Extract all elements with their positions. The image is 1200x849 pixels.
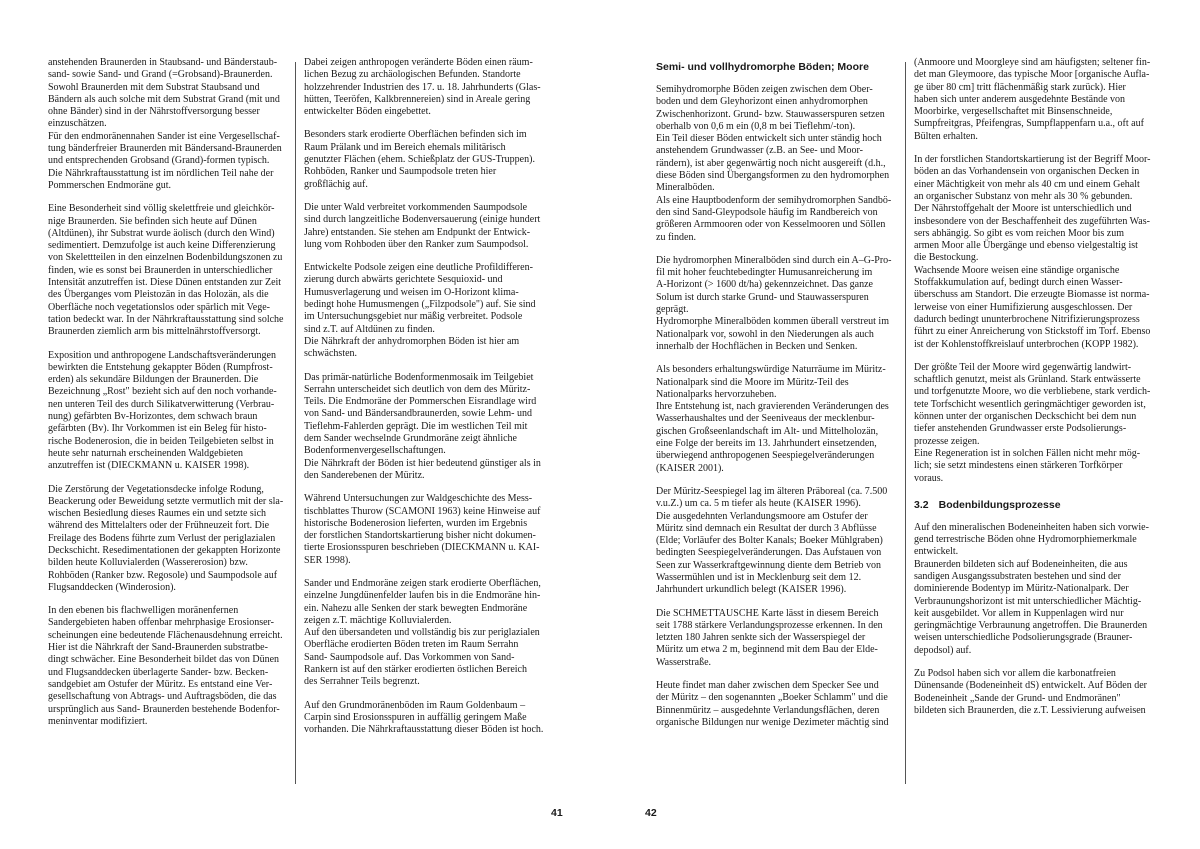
page41-column-2 [304,57,548,748]
column-divider [905,62,906,784]
paragraph: In der forstlichen Standortskartierung ist der Begriff Moor- böden an das Vorhandensein von organischen Decken in einer Mächtigkeit von mehr als 40 cm und einem Gehalt an organischer Substanz von mehr als 30 % gebunden. Der Nährstoffgehalt der Moore ist unterschiedlich und insbesondere von der Beschaffenheit des zugeführten Was- sers abhängig. So gibt es vom reichen Moor bis zum armen Moor alle Übergänge und ebenso vielgestaltig ist die Bestockung. Wachsende Moore weisen eine ständige organische Stoffakkumulation auf, bedingt durch einen Wasser- überschuss am Standort. Die erzeugte Biomasse ist norma- lerweise von einer Humifizierung ausgeschlossen. Der dadurch bedingt ununterbrochene Nitrifizierungsprozess führt zu einer Anreicherung von Stickstoff im Torf. Ebenso ist der Kohlenstoffkreislauf unterbrochen (KOPP 1982). [914,154,1151,350]
page42-column-2 [914,57,1158,728]
paragraph: Die hydromorphen Mineralböden sind durch ein A–G-Pro- fil mit hoher feuchtebedingter Humusanreicherung im A-Horizont (> 1600 dt/ha) gekennzeichnet. Das ganze Solum ist durch starke Grund- und Stauwasserspuren geprägt. Hydromorphe Mineralböden kommen überall verstreut im Nationalpark vor, sowohl in den Niederungen als auch innerhalb der Hochflächen in Becken und Senken. [656,254,892,352]
section-title: Bodenbildungsprozesse [938,498,1061,511]
paragraph: Das primär-natürliche Bodenformenmosaik im Teilgebiet Serrahn unterscheidet sich deutlich von dem des Müritz- Teils. Die Endmoräne der Pommerschen Eisrandlage wird von Sand- und Bändersandbraunerden, sowie Lehm- und Tieflehm-Fahlerden geprägt. Die im westlichen Teil mit dem Sander wechselnde Grundmoräne zeigt ähnliche Bodenformenvergesellschaftungen. Die Nährkraft der Böden ist hier bedeutend günstiger als in den Sanderebenen der Müritz. [304,371,541,481]
paragraph: Während Untersuchungen zur Waldgeschichte des Mess- tischblattes Thurow (SCAMONI 1963) keine Hinweise auf historische Bodenerosion lieferten, wurden im Ergebnis der forstlichen Standortskartierung bisher nicht dokumen- tierte Erosionsspuren beschrieben (DIECKMANN u. KAI- SER 1998). [304,493,541,566]
column-divider [295,62,296,784]
paragraph: Heute findet man daher zwischen dem Specker See und der Müritz – den sogenannten „Boeker Schlamm" und die Binnenmüritz – ausgedehnte Verlandungsflächen, deren organische Bildungen nur wenige Dezimeter mächtig sind [656,680,889,728]
subheading: Semi- und vollhydromorphe Böden; Moore [656,61,869,73]
paragraph: Die unter Wald verbreitet vorkommenden Saumpodsole sind durch langzeitliche Bodenversauerung (einige hundert Jahre) entstanden. Sie stehen am Endpunkt der Entwick- lung vom Rohboden über den Ranker zum Saumpodsol. [304,201,541,250]
paragraph: Auf den mineralischen Bodeneinheiten haben sich vorwie- gend terrestrische Böden ohne Hydromorphiemerkmale entwickelt. Braunerden bildeten sich auf Bodeneinheiten, die aus sandigen Ausgangssubstraten bestehen und sind der dominierende Bodentyp im Müritz-Nationalpark. Der Verbraunungshorizont ist mit unterschiedlicher Mächtig- keit ausgebildet. Vor allem in Kuppenlagen wird nur geringmächtige Verbraunung angetroffen. Die Braunerden weisen unterschiedliche Podsolierungsgrade (Brauner- depodsol) auf. [914,521,1149,656]
section-heading [914,499,1158,512]
paragraph: Entwickelte Podsole zeigen eine deutliche Profildifferen- zierung durch abwärts gerichtete Sesquioxid- und Humusverlagerung und weisen im O-Horizont klima- bedingt hohe Humusmengen („Filzpodsole") auf. Sie sind im Untersuchungsgebiet nur mäßig verbreitet. Podsole sind z.T. auf Altdünen zu finden. Die Nährkraft der anhydromorphen Böden ist hier am schwächsten. [304,262,536,360]
paragraph: anstehenden Braunerden in Staubsand- und Bänderstaub- sand- sowie Sand- und Grand (=Grobsand)-Braunerden. Sowohl Braunerden mit dem Substrat Staubsand und Bändern als auch solche mit dem Substrat Grand (mit und ohne Bänder) sind in der Nährstoffversorgung besser einzuschätzen. Für den endmoränennahen Sander ist eine Vergesellschaf- tung bänderfreier Braunerden mit Bändersand-Braunerden und entsprechenden Grobsand (Grand)-formen typisch. Die Nährkraftausstattung ist im nördlichen Teil nahe der Pommerschen Endmoräne gut. [48,57,282,191]
paragraph: Eine Besonderheit sind völlig skelettfreie und gleichkör- nige Braunerden. Sie befinden sich heute auf Dünen (Altdünen), ihr Substrat wurde äolisch (durch den Wind) sedimentiert. Demzufolge ist auch keine Differenzierung von Skelettteilen in den einzelnen Bodenbildungszonen zu finden, wie es sonst bei Braunerden in unterschiedlicher Intensität anzutreffen ist. Diese Dünen entstanden zur Zeit des Überganges vom Pleistozän in das Holozän, als die Oberfläche noch vegetationslos oder spärlich mit Vege- tation bedeckt war. In der Nährkraftausstattung sind solche Braunerden ziemlich arm bis mittelnährstoffversorgt. [48,203,284,338]
paragraph: Als besonders erhaltungswürdige Naturräume im Müritz- Nationalpark sind die Moore im Müritz-Teil des Nationalparks hervorzuheben. Ihre Entstehung ist, nach gravierenden Veränderungen des Wasserhaushaltes und der Seeniveaus der mecklenbur- gischen Großseenlandschaft im Alt- und Mittelholozän, eine Folge der bereits im 13. Jahrhundert einsetzenden, überwiegend anthropogenen Seespiegelveränderungen (KAISER 2001). [656,364,889,474]
paragraph: Zu Podsol haben sich vor allem die karbonatfreien Dünensande (Bodeneinheit dS) entwickelt. Auf Böden der Bodeneinheit „Sande der Grund- und Endmoränen" bildeten sich Braunerden, die z.T. Lessivierung aufweisen [914,668,1147,716]
paragraph: Sander und Endmoräne zeigen stark erodierte Oberflächen, einzelne Jungdünenfelder laufen bis in die Endmoräne hin- ein. Nahezu alle Senken der stark bewegten Endmoräne zeigen z.T. mächtige Kolluvialerden. Auf den übersandeten und vollständig bis zur periglazialen Oberfläche erodierten Böden treten im Raum Serrahn Sand- Saumpodsole auf. Das Vorkommen von Sand- Rankern ist auf den stärker erodierten östlichen Bereich des Serrahner Teils begrenzt. [304,577,541,688]
page-number-left: 41 [551,807,563,819]
paragraph: Der größte Teil der Moore wird gegenwärtig landwirt- schaftlich genutzt, meist als Grünland. Stark entwässerte und torfgenutzte Moore, wo die verbliebene, stark verdich- tete Torfschicht wesentlich geringmächtiger geworden ist, können unter der organischen Deckschicht bei dem nun tiefer anstehenden Grundwasser erste Podsolierungs- prozesse zeigen. Eine Regeneration ist in solchen Fällen nicht mehr mög- lich; sie setzt mindestens einen stärkeren Torfkörper voraus. [914,361,1151,484]
paragraph: In den ebenen bis flachwelligen moränenfernen Sandergebieten haben offenbar mehrphasige Erosionser- scheinungen eine bedeutende Flächenausdehnung erreicht. Hier ist die Nährkraft der Sand-Braunerden substratbe- dingt schwächer. Eine Besonderheit bildet das von Dünen und Flugsanddecken überlagerte Sander- bzw. Becken- sandgebiet am Ostufer der Müritz. Es entstand eine Ver- gesellschaftung von Abtrags- und Auftragsböden, die das ursprünglich aus Sand- Braunerden bestehende Bodenfor- meninventar modifiziert. [48,605,283,727]
paragraph: Der Müritz-Seespiegel lag im älteren Präboreal (ca. 7.500 v.u.Z.) um ca. 5 m tiefer als heute (KAISER 1996). Die ausgedehnten Verlandungsmoore am Ostufer der Müritz sind demnach ein Resultat der durch 3 Abflüsse (Elde; Vorläufer des Bolter Kanals; Boeker Mühlgraben) bedingten Seespiegelveränderungen. Das Aufstauen von Seen zur Wasserkraftgewinnung diente dem Betrieb von Wassermühlen und ist in Mecklenburg seit dem 12. Jahrhundert urkundlich belegt (KAISER 1996). [656,485,888,596]
page42-column-1 [656,57,896,740]
paragraph: Besonders stark erodierte Oberflächen befinden sich im Raum Prälank und im Bereich ehemals militärisch genutzter Flächen (ehem. Schießplatz der GUS-Truppen). Rohböden, Ranker und Saumpodsole treten hier großflächig auf. [304,129,535,190]
paragraph: Exposition und anthropogene Landschaftsveränderungen bewirkten die Entstehung gekappter Böden (Rumpfrost- erden) als sekundäre Bildungen der Braunerden. Die Bezeichnung „Rost" bezieht sich auf den noch vorhande- nen unteren Teil des durch Silikatverwitterung (Verbrau- nung) gefärbten Bv-Horizontes, dem schwach braun gefärbten (Bv). Ihr Vorkommen ist ein Beleg für histo- rische Bodenerosion, die in beiden Teilgebieten selbst in heute sehr naturnah erscheinenden Waldgebieten anzutreffen ist (DIECKMANN u. KAISER 1998). [48,349,277,472]
paragraph: Die Zerstörung der Vegetationsdecke infolge Rodung, Beackerung oder Beweidung setzte vermutlich mit der sla- wischen Besiedlung dieses Raumes ein und setzte sich während des Mittelalters oder der Frühneuzeit fort. Die Freilage des Bodens führte zum Verlust der periglazialen Deckschicht. Resedimentationen der gekappten Horizonte bilden heute Kolluvialerden (Wassererosion) bzw. Rohböden (Ranker bzw. Regosole) und Saumpodsole auf Flugsanddecken (Winderosion). [48,483,284,593]
paragraph: Die SCHMETTAUSCHE Karte lässt in diesem Bereich seit 1788 stärkere Verlandungsprozesse erkennen. In den letzten 180 Jahren senkte sich der Wasserspiegel der Müritz um etwa 2 m, beginnend mit dem Bau der Elde- Wasserstraße. [656,607,883,668]
paragraph: Auf den Grundmoränenböden im Raum Goldenbaum – Carpin sind Erosionsspuren in auffällig geringem Maße vorhanden. Die Nährkraftausstattung dieser Böden ist hoch. [304,699,544,736]
paragraph: Semihydromorphe Böden zeigen zwischen dem Ober- boden und dem Gleyhorizont einen anhydromorphen Zwischenhorizont. Grund- bzw. Stauwasserspuren setzen oberhalb von 0,6 m ein (0,8 m bei Tieflehm/-ton). Ein Teil dieser Böden entwickelt sich unter ständig hoch anstehendem Grundwasser (z.B. an See- und Moor- rändern), ist aber gegenwärtig noch nicht ausgereift (d.h., diese Böden sind Übergangsformen zu den hydromorphen Mineralböden. Als eine Hauptbodenform der semihydromorphen Sandbö- den sind Sand-Gleypodsole häufig im Randbereich von größeren Armmooren oder von Kesselmooren und Söllen zu finden. [656,84,892,243]
page-number-right: 42 [645,807,657,819]
section-number: 3.2 [914,498,929,511]
paragraph: (Anmoore und Moorgleye sind am häufigsten; seltener fin- det man Gleymoore, das typische Moor [organische Aufla- ge über 80 cm] tritt flächenmäßig stark zurück). Hier haben sich unter anderem ausgedehnte Bestände von Moorbirke, vergesellschaftet mit Binsenschneide, Sumpfreitgras, Pfeifengras, Sumpflappenfarn u.a., oft auf Bülten erhalten. [914,57,1151,142]
paragraph: Dabei zeigen anthropogen veränderte Böden einen räum- lichen Bezug zu archäologischen Befunden. Standorte holzzehrender Industrien des 17. u. 18. Jahrhunderts (Glas- hütten, Teeröfen, Kalkbrennereien) sind in Areale gering entwickelter Böden eingebettet. [304,57,541,118]
page41-column-1 [48,57,284,739]
